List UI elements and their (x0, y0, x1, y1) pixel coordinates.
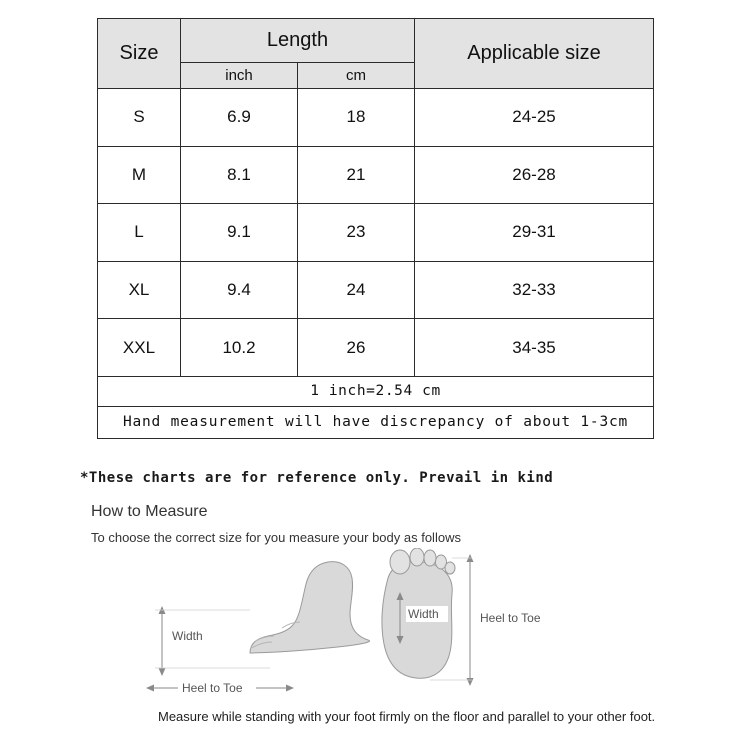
how-to-measure-title: How to Measure (91, 503, 208, 520)
cell-size: XXL (98, 319, 181, 377)
table-note-measurement-row (98, 406, 654, 438)
size-chart-table-wrapper (97, 18, 653, 439)
foot-side-silhouette (250, 562, 370, 653)
cell-length-cm: 24 (298, 261, 415, 319)
cell-length-inch: 10.2 (181, 319, 298, 377)
cell-length-cm: 23 (298, 204, 415, 262)
cell-size: S (98, 89, 181, 147)
column-subheader-cm: cm (298, 63, 415, 89)
table-row (98, 89, 654, 147)
top-heel-toe-arrow-head-bottom (467, 678, 474, 686)
cell-applicable-size: 24-25 (415, 89, 654, 147)
side-heel-toe-arrow-head-right (286, 685, 294, 692)
how-to-measure-footer: Measure while standing with your foot firmly on the floor and parallel to your other foot. (158, 709, 656, 724)
how-to-measure-subtitle: To choose the correct size for you measure your body as follows (91, 530, 461, 545)
cell-applicable-size: 29-31 (415, 204, 654, 262)
size-chart-table (97, 18, 654, 439)
table-note-conversion-row (98, 376, 654, 406)
note-hand-measurement: Hand measurement will have discrepancy of about 1-3cm (98, 406, 654, 438)
side-heel-toe-arrow-head-left (146, 685, 154, 692)
foot-measurement-diagram (100, 548, 660, 703)
cell-length-inch: 9.4 (181, 261, 298, 319)
table-header-row (98, 19, 654, 63)
top-width-label: Width (408, 607, 439, 621)
cell-applicable-size: 34-35 (415, 319, 654, 377)
top-heel-to-toe-label: Heel to Toe (480, 611, 541, 625)
side-width-measure (159, 606, 203, 676)
table-row (98, 204, 654, 262)
side-width-label: Width (172, 629, 203, 643)
table-row (98, 319, 654, 377)
side-view-foot-illustration (250, 562, 370, 653)
cell-applicable-size: 26-28 (415, 146, 654, 204)
cell-applicable-size: 32-33 (415, 261, 654, 319)
side-heel-to-toe-label: Heel to Toe (182, 681, 243, 695)
side-width-arrow-head-bottom (159, 668, 166, 676)
cell-size: XL (98, 261, 181, 319)
column-header-length: Length (181, 19, 415, 63)
reference-only-disclaimer: *These charts are for reference only. Prevail in kind (80, 470, 554, 486)
cell-size: M (98, 146, 181, 204)
toe-second (410, 548, 424, 566)
column-header-applicable-size: Applicable size (415, 19, 654, 89)
cell-length-inch: 6.9 (181, 89, 298, 147)
cell-length-inch: 8.1 (181, 146, 298, 204)
cell-length-cm: 26 (298, 319, 415, 377)
table-row (98, 146, 654, 204)
toe-third (424, 550, 436, 566)
cell-length-cm: 21 (298, 146, 415, 204)
toe-big (390, 550, 410, 574)
cell-size: L (98, 204, 181, 262)
cell-length-cm: 18 (298, 89, 415, 147)
note-inch-to-cm: 1 inch=2.54 cm (98, 376, 654, 406)
toe-little (445, 562, 455, 574)
table-row (98, 261, 654, 319)
side-heel-to-toe-measure (146, 679, 294, 697)
cell-length-inch: 9.1 (181, 204, 298, 262)
column-header-size: Size (98, 19, 181, 89)
column-subheader-inch: inch (181, 63, 298, 89)
foot-diagram-svg (100, 548, 660, 703)
